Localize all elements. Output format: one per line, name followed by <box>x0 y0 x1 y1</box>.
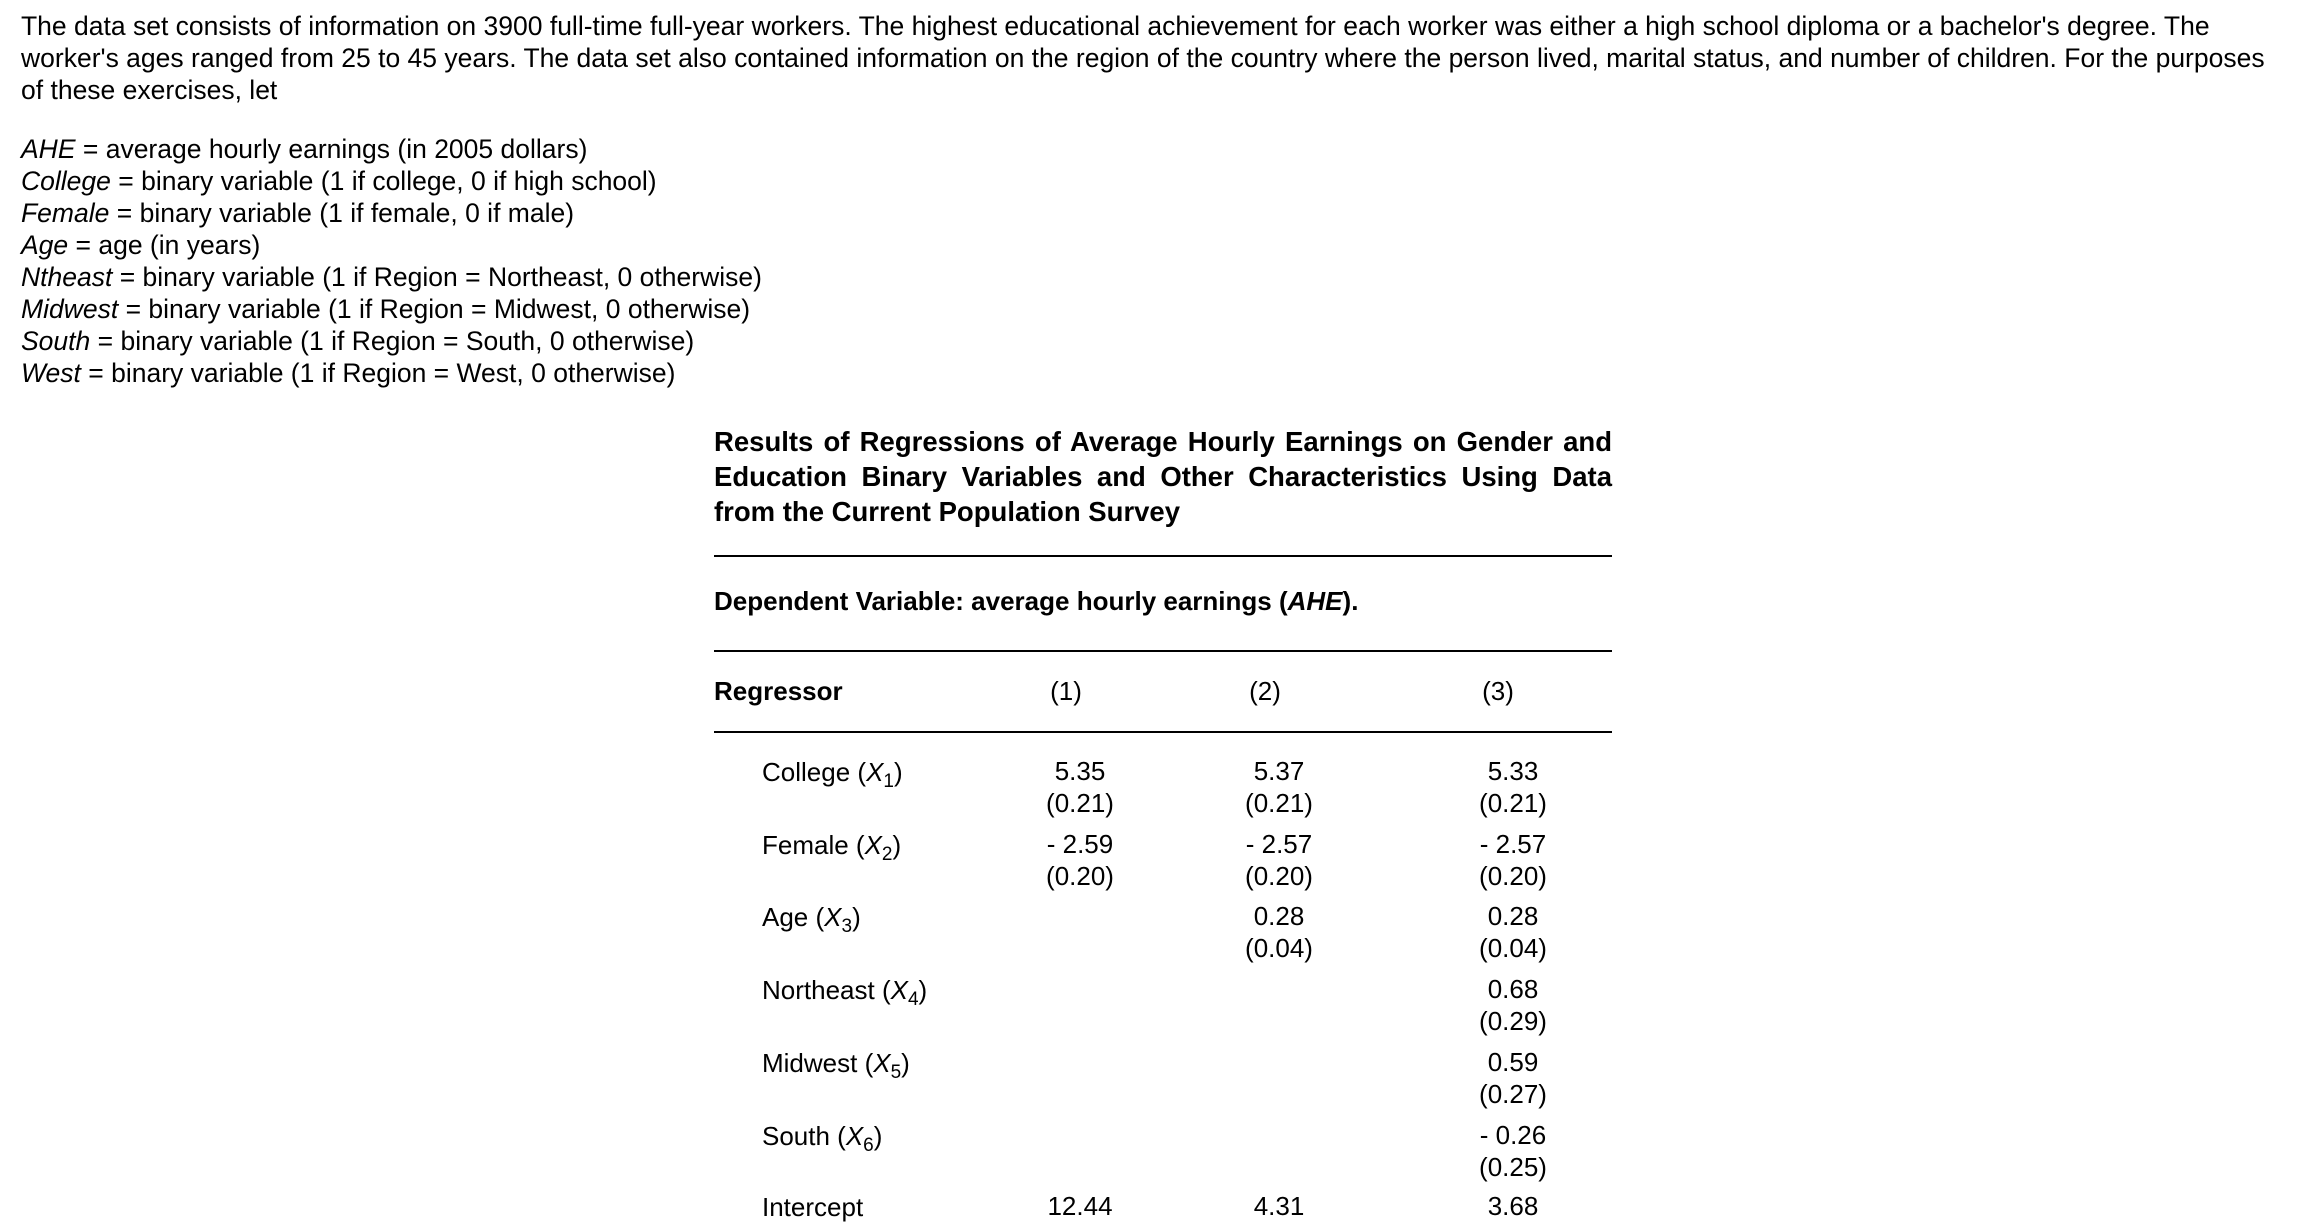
coefficient: 12.44 <box>1047 1191 1113 1221</box>
coefficient: 0.68 <box>1487 974 1539 1004</box>
dependent-suffix: ). <box>1342 586 1359 616</box>
definition-ntheast <box>21 261 762 293</box>
row-label <box>762 830 902 865</box>
coefficient: 5.37 <box>1253 756 1305 786</box>
row-subscript: 3 <box>841 916 853 937</box>
row-symbol: X <box>873 1048 891 1078</box>
row-subscript: 4 <box>907 989 919 1010</box>
header-col-3: (3) <box>1482 676 1514 706</box>
table-cell <box>1254 1190 1305 1222</box>
definition-midwest <box>21 293 762 325</box>
definition-ahe <box>21 133 762 165</box>
variable-name: South <box>21 326 91 356</box>
table-cell <box>1046 828 1114 892</box>
table-cell <box>1245 828 1313 892</box>
variable-definitions <box>21 133 762 389</box>
coefficient: - 2.57 <box>1245 829 1313 859</box>
row-label <box>762 1048 910 1083</box>
coefficient: 0.28 <box>1253 901 1305 931</box>
row-close: ) <box>918 975 928 1005</box>
row-close: ) <box>893 757 903 787</box>
row-name: Intercept <box>762 1192 864 1222</box>
row-subscript: 6 <box>863 1135 874 1156</box>
standard-error: (0.25) <box>1479 1152 1547 1182</box>
variable-name: Age <box>21 230 69 260</box>
standard-error: (0.29) <box>1479 1006 1547 1036</box>
coefficient: 0.59 <box>1487 1047 1539 1077</box>
definition-age <box>21 229 762 261</box>
table-cell <box>1047 1190 1112 1222</box>
table-cell <box>1245 755 1313 819</box>
variable-name: College <box>21 166 111 196</box>
definition-college <box>21 165 762 197</box>
variable-description: = binary variable (1 if Region = West, 0 otherwise) <box>80 358 676 388</box>
variable-name: Ntheast <box>21 262 113 292</box>
row-label <box>762 1192 863 1223</box>
dependent-variable-line <box>714 586 1358 617</box>
standard-error: (0.04) <box>1245 933 1313 963</box>
dependent-prefix: Dependent Variable: average hourly earnings ( <box>714 586 1288 616</box>
standard-error: (0.20) <box>1479 861 1547 891</box>
table-cell <box>1488 1190 1539 1222</box>
coefficient: 5.35 <box>1054 756 1106 786</box>
row-close: ) <box>852 902 861 932</box>
row-subscript: 5 <box>890 1062 902 1083</box>
row-name: College ( <box>762 757 867 787</box>
intro-paragraph: The data set consists of information on 3900 full-time full-year workers. The highest educational achievement for each worker was either a high school diploma or a bachelor's degree. The worker's ages ranged from 25 to 45 years. The data set also contained information on the region of the country where the person lived, marital status, and number of children. For the purposes of these exercises, let <box>21 11 2265 105</box>
variable-description: = binary variable (1 if female, 0 if male) <box>109 198 575 228</box>
header-col-1: (1) <box>1050 676 1082 706</box>
row-subscript: 1 <box>883 771 894 792</box>
row-close: ) <box>873 1121 883 1151</box>
table-cell <box>1245 900 1313 964</box>
coefficient: 0.28 <box>1487 901 1539 931</box>
header-col-2: (2) <box>1249 676 1281 706</box>
definition-south <box>21 325 762 357</box>
table-cell <box>1046 755 1114 819</box>
standard-error: (0.27) <box>1479 1079 1547 1109</box>
row-name: Female ( <box>762 830 865 860</box>
standard-error: (0.21) <box>1046 788 1114 818</box>
coefficient: 5.33 <box>1487 756 1539 786</box>
variable-description: = binary variable (1 if college, 0 if high school) <box>110 166 657 196</box>
header-regressor: Regressor <box>714 676 843 706</box>
variable-description: = binary variable (1 if Region = Midwest, 0 otherwise) <box>118 294 751 324</box>
row-close: ) <box>901 1048 910 1078</box>
header-top-rule <box>714 650 1612 652</box>
variable-name: West <box>21 358 81 388</box>
row-name: Northeast ( <box>762 975 891 1005</box>
table-cell <box>1479 900 1547 964</box>
coefficient: - 0.26 <box>1479 1120 1547 1150</box>
row-symbol: X <box>824 902 842 932</box>
row-name: Midwest ( <box>762 1048 874 1078</box>
variable-description: = age (in years) <box>68 230 261 260</box>
variable-name: AHE <box>21 134 76 164</box>
row-symbol: X <box>864 830 882 860</box>
row-label <box>762 902 861 937</box>
variable-name: Female <box>21 198 110 228</box>
row-symbol: X <box>890 975 908 1005</box>
coefficient: - 2.59 <box>1046 829 1114 859</box>
row-subscript: 2 <box>881 844 893 865</box>
row-label <box>762 757 903 792</box>
definition-female <box>21 197 762 229</box>
row-name: Age ( <box>762 902 825 932</box>
standard-error: (0.20) <box>1046 861 1114 891</box>
table-cell <box>1479 755 1547 819</box>
row-close: ) <box>892 830 902 860</box>
row-label <box>762 1121 883 1156</box>
coefficient: - 2.57 <box>1479 829 1547 859</box>
variable-name: Midwest <box>21 294 119 324</box>
row-name: South ( <box>762 1121 846 1151</box>
row-label <box>762 975 928 1010</box>
table-title: Results of Regressions of Average Hourly Earnings on Gender and Education Binary Variables and Other Characteristics Using Data from the Current Population Survey <box>714 426 1612 527</box>
variable-description: = binary variable (1 if Region = Northeast, 0 otherwise) <box>112 262 762 292</box>
table-cell <box>1479 1046 1547 1110</box>
standard-error: (0.21) <box>1479 788 1547 818</box>
header-bottom-rule <box>714 731 1612 733</box>
definition-west <box>21 357 762 389</box>
variable-description: = binary variable (1 if Region = South, 0 otherwise) <box>90 326 695 356</box>
standard-error: (0.20) <box>1245 861 1313 891</box>
coefficient: 4.31 <box>1253 1191 1305 1221</box>
row-symbol: X <box>845 1121 864 1151</box>
table-top-rule <box>714 555 1612 557</box>
standard-error: (0.04) <box>1479 933 1547 963</box>
table-cell <box>1479 828 1547 892</box>
variable-description: = average hourly earnings (in 2005 dollars) <box>75 134 588 164</box>
dependent-var: AHE <box>1287 586 1343 616</box>
regression-table <box>714 424 1612 1222</box>
table-cell <box>1479 1119 1547 1183</box>
coefficient: 3.68 <box>1487 1191 1539 1221</box>
row-symbol: X <box>866 757 884 787</box>
table-cell <box>1479 973 1547 1037</box>
standard-error: (0.21) <box>1245 788 1313 818</box>
